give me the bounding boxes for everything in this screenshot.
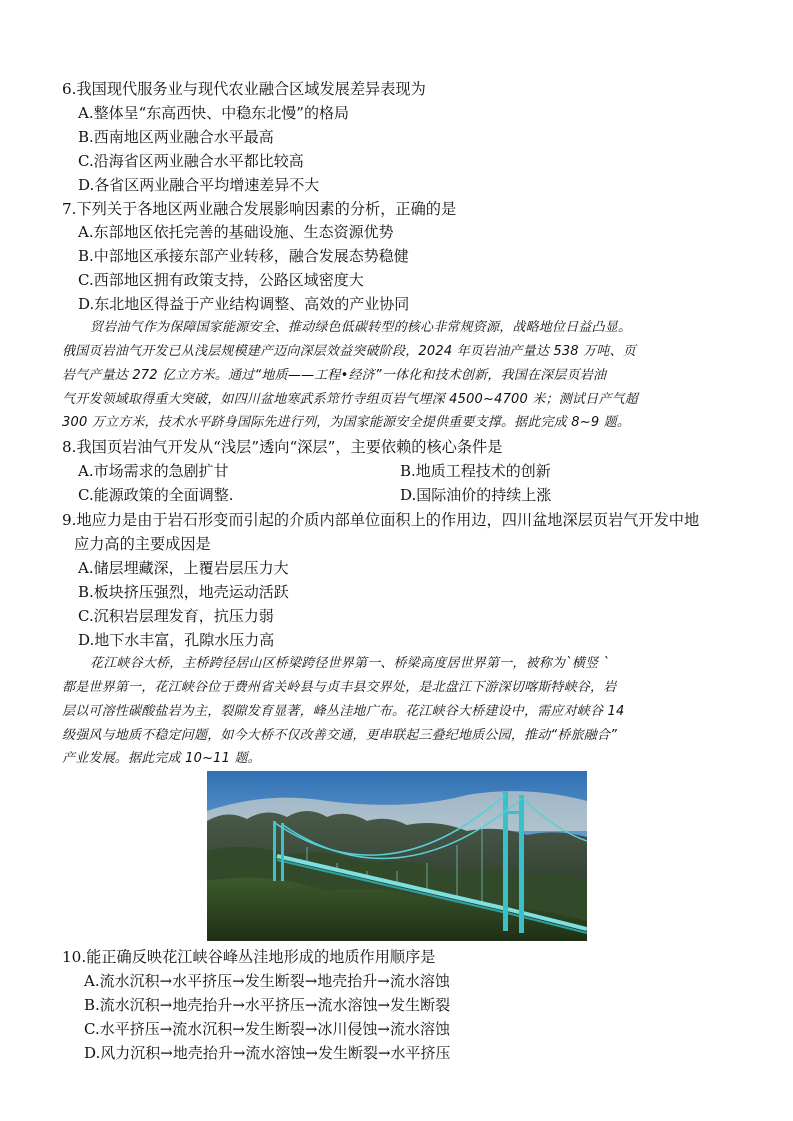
- question-10-stem: 10.能正确反映花江峡谷峰丛洼地形成的地质作用顺序是: [62, 948, 436, 966]
- passage-1-line-3: 岩气产量达 272 亿立方米。通过“地质——工程•经济”一体化和技术创新，我国在深层页岩油: [62, 368, 607, 383]
- passage-1-line-1: 贸岩油气作为保障国家能源安全、推动绿色低碳转型的核心非常规资源，战略地位日益凸显。: [90, 320, 632, 335]
- passage-2-line-5: 产业发展。据此完成 10~11 题。: [62, 751, 261, 766]
- q9-option-c: C.沉积岩层理发育，抗压力弱: [78, 607, 274, 625]
- q10-option-c: C.水平挤压→流水沉积→发生断裂→冰川侵蚀→流水溶蚀: [84, 1020, 450, 1038]
- q6-option-b: B.西南地区两业融合水平最高: [78, 128, 274, 146]
- q7-option-c: C.西部地区拥有政策支持，公路区域密度大: [78, 271, 364, 289]
- question-9-stem-line-1: 9.地应力是由于岩石形变而引起的介质内部单位面积上的作用边，四川盆地深层页岩气开发中地: [62, 511, 700, 529]
- q8-option-a: A.市场需求的急剧扩甘: [78, 462, 229, 480]
- passage-2-line-3: 层以可溶性碳酸盐岩为主，裂隙发育显著，峰丛洼地广布。花江峡谷大桥建设中，需应对峡谷 14: [62, 704, 625, 719]
- question-7-stem: 7.下列关于各地区两业融合发展影响因素的分析，正确的是: [62, 200, 457, 218]
- q8-option-b: B.地质工程技术的创新: [400, 462, 551, 480]
- q10-option-b: B.流水沉积→地壳抬升→水平挤压→流水溶蚀→发生断裂: [84, 996, 451, 1014]
- q8-option-c: C.能源政策的全面调整.: [78, 486, 234, 504]
- passage-1-line-2: 俄国页岩油气开发已从浅层规模建产迈向深层效益突破阶段，2024 年页岩油产量达 538 万吨、页: [62, 344, 636, 359]
- q7-option-b: B.中部地区承接东部产业转移，融合发展态势稳健: [78, 247, 409, 265]
- q6-option-c: C.沿海省区两业融合水平都比较高: [78, 152, 304, 170]
- q9-option-a: A.储层埋藏深，上覆岩层压力大: [78, 559, 289, 577]
- q7-option-a: A.东部地区依托完善的基础设施、生态资源优势: [78, 223, 394, 241]
- q6-option-a: A.整体呈“东高西快、中稳东北慢”的格局: [78, 104, 349, 122]
- q9-option-d: D.地下水丰富，孔隙水压力高: [78, 631, 275, 649]
- q7-option-d: D.东北地区得益于产业结构调整、高效的产业协同: [78, 295, 410, 313]
- q10-option-d: D.风力沉积→地壳抬升→流水溶蚀→发生断裂→水平挤压: [84, 1044, 451, 1062]
- question-8-stem: 8.我国页岩油气开发从“浅层”透向“深层”，主要依赖的核心条件是: [62, 438, 503, 456]
- question-6-stem: 6.我国现代服务业与现代农业融合区域发展差异表现为: [62, 80, 426, 98]
- q9-option-b: B.板块挤压强烈，地壳运动活跃: [78, 583, 289, 601]
- q10-option-a: A.流水沉积→水平挤压→发生断裂→地壳抬升→流水溶蚀: [84, 972, 450, 990]
- question-9-stem-line-2: 应力高的主要成因是: [74, 535, 211, 553]
- q8-option-d: D.国际油价的持续上涨: [400, 486, 552, 504]
- passage-2-line-4: 级强风与地质不稳定问题，如今大桥不仅改善交通，更串联起三叠纪地质公园，推动“桥旅融合”: [62, 728, 618, 743]
- bridge-photo: [207, 771, 587, 941]
- q6-option-d: D.各省区两业融合平均增速差异不大: [78, 176, 320, 194]
- passage-2-line-1: 花江峡谷大桥，主桥跨径居山区桥梁跨径世界第一、桥梁高度居世界第一，被称为`横竖 `: [90, 656, 610, 671]
- passage-1-line-5: 300 万立方米，技术水平跻身国际先进行列，为国家能源安全提供重要支撑。据此完成 8~9 题。: [62, 415, 631, 430]
- passage-1-line-4: 气开发领域取得重大突破，如四川盆地寒武系筇竹寺组页岩气埋深 4500~4700 米；测试日产气超: [62, 392, 638, 407]
- passage-2-line-2: 都是世界第一，花江峡谷位于费州省关岭县与贞丰县交界处，是北盘江下游深切喀斯特峡谷，岩: [62, 680, 617, 695]
